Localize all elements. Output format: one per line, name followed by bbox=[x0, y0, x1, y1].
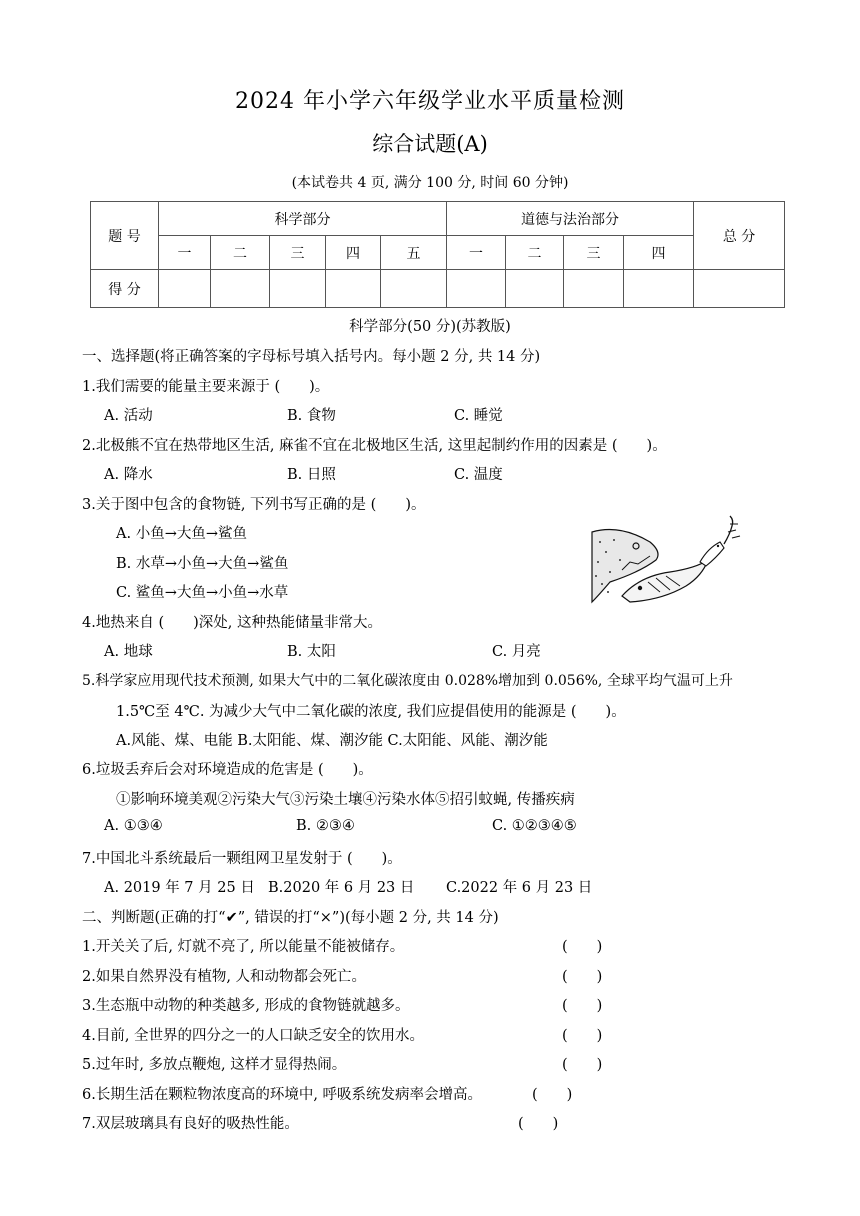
judge-item-1: 1.开关关了后, 灯就不亮了, 所以能量不能被储存。 bbox=[82, 939, 405, 955]
score-cell[interactable] bbox=[624, 270, 694, 308]
q2-option-c[interactable]: C. 温度 bbox=[454, 467, 503, 483]
exam-title: 2024 年小学六年级学业水平质量检测 bbox=[235, 89, 625, 114]
q4-option-a[interactable]: A. 地球 bbox=[104, 644, 153, 660]
judge-answer-3[interactable]: ( ) bbox=[562, 998, 603, 1014]
judge-item-6: 6.长期生活在颗粒物浓度高的环境中, 呼吸系统发病率会增高。 bbox=[82, 1087, 483, 1103]
q3-option-a[interactable]: A. 小鱼→大鱼→鲨鱼 bbox=[116, 526, 247, 542]
section-heading: 科学部分(50 分)(苏教版) bbox=[349, 319, 511, 335]
q5-stem: 5.科学家应用现代技术预测, 如果大气中的二氧化碳浓度由 0.028%增加到 0.056%, 全球平均气温可上升 bbox=[82, 673, 733, 689]
food-chain-illustration bbox=[590, 512, 746, 608]
q2-option-a[interactable]: A. 降水 bbox=[104, 467, 153, 483]
score-cell[interactable] bbox=[159, 270, 211, 308]
q6-option-a[interactable]: A. ①③④ bbox=[104, 818, 163, 834]
score-table-total: 总 分 bbox=[694, 202, 785, 270]
part2-heading: 二、判断题(正确的打“✔”, 错误的打“×”)(每小题 2 分, 共 14 分) bbox=[82, 910, 499, 926]
score-cell-total[interactable] bbox=[694, 270, 785, 308]
q7-option-a[interactable]: A. 2019 年 7 月 25 日 bbox=[104, 880, 255, 896]
q5-stem-continued: 1.5℃至 4℃. 为减少大气中二氧化碳的浓度, 我们应提倡使用的能源是 ( )。 bbox=[116, 704, 626, 720]
score-col-morality-4: 四 bbox=[624, 236, 694, 270]
q6-detail: ①影响环境美观②污染大气③污染土壤④污染水体⑤招引蚊蝇, 传播疾病 bbox=[116, 792, 575, 808]
score-col-science-1: 一 bbox=[159, 236, 211, 270]
score-col-morality-3: 三 bbox=[564, 236, 624, 270]
judge-answer-4[interactable]: ( ) bbox=[562, 1028, 603, 1044]
q7-option-b[interactable]: B.2020 年 6 月 23 日 bbox=[268, 880, 415, 896]
judge-answer-1[interactable]: ( ) bbox=[562, 939, 603, 955]
q7-stem: 7.中国北斗系统最后一颗组网卫星发射于 ( )。 bbox=[82, 851, 402, 867]
part1-heading: 一、选择题(将正确答案的字母标号填入括号内。每小题 2 分, 共 14 分) bbox=[82, 349, 541, 365]
score-col-science-5: 五 bbox=[381, 236, 447, 270]
score-cell[interactable] bbox=[211, 270, 270, 308]
q3-stem: 3.关于图中包含的食物链, 下列书写正确的是 ( )。 bbox=[82, 497, 426, 513]
score-col-morality-1: 一 bbox=[447, 236, 506, 270]
score-cell[interactable] bbox=[447, 270, 506, 308]
q3-option-b[interactable]: B. 水草→小鱼→大鱼→鲨鱼 bbox=[116, 556, 289, 572]
score-table bbox=[90, 201, 785, 308]
q3-option-c[interactable]: C. 鲨鱼→大鱼→小鱼→水草 bbox=[116, 585, 289, 601]
score-cell[interactable] bbox=[326, 270, 381, 308]
judge-answer-2[interactable]: ( ) bbox=[562, 969, 603, 985]
judge-item-5: 5.过年时, 多放点鞭炮, 这样才显得热闹。 bbox=[82, 1057, 347, 1073]
score-col-science-4: 四 bbox=[326, 236, 381, 270]
score-table-science: 科学部分 bbox=[159, 202, 447, 236]
judge-item-3: 3.生态瓶中动物的种类越多, 形成的食物链就越多。 bbox=[82, 998, 410, 1014]
exam-note: (本试卷共 4 页, 满分 100 分, 时间 60 分钟) bbox=[291, 175, 569, 191]
score-table-morality: 道德与法治部分 bbox=[447, 202, 694, 236]
q7-option-c[interactable]: C.2022 年 6 月 23 日 bbox=[446, 880, 593, 896]
score-table-defen: 得 分 bbox=[91, 270, 159, 308]
q4-option-c[interactable]: C. 月亮 bbox=[492, 644, 541, 660]
score-cell[interactable] bbox=[381, 270, 447, 308]
score-col-morality-2: 二 bbox=[506, 236, 564, 270]
judge-answer-5[interactable]: ( ) bbox=[562, 1057, 603, 1073]
q2-stem: 2.北极熊不宜在热带地区生活, 麻雀不宜在北极地区生活, 这里起制约作用的因素是 ( )。 bbox=[82, 438, 667, 454]
exam-subtitle: 综合试题(A) bbox=[372, 132, 488, 156]
q4-stem: 4.地热来自 ( )深处, 这种热能储量非常大。 bbox=[82, 615, 382, 631]
q1-stem: 1.我们需要的能量主要来源于 ( )。 bbox=[82, 379, 330, 395]
judge-item-2: 2.如果自然界没有植物, 人和动物都会死亡。 bbox=[82, 969, 367, 985]
q5-options[interactable]: A.风能、煤、电能 B.太阳能、煤、潮汐能 C.太阳能、风能、潮汐能 bbox=[116, 733, 548, 749]
score-col-science-2: 二 bbox=[211, 236, 270, 270]
score-cell[interactable] bbox=[270, 270, 326, 308]
q6-option-b[interactable]: B. ②③④ bbox=[296, 818, 355, 834]
judge-answer-7[interactable]: ( ) bbox=[518, 1116, 559, 1132]
judge-item-4: 4.目前, 全世界的四分之一的人口缺乏安全的饮用水。 bbox=[82, 1028, 425, 1044]
q1-option-c[interactable]: C. 睡觉 bbox=[454, 408, 503, 424]
q1-option-a[interactable]: A. 活动 bbox=[104, 408, 153, 424]
q2-option-b[interactable]: B. 日照 bbox=[287, 467, 336, 483]
score-cell[interactable] bbox=[506, 270, 564, 308]
score-col-science-3: 三 bbox=[270, 236, 326, 270]
q1-option-b[interactable]: B. 食物 bbox=[287, 408, 336, 424]
q6-stem: 6.垃圾丢弃后会对环境造成的危害是 ( )。 bbox=[82, 762, 373, 778]
score-table-tihao: 题 号 bbox=[91, 202, 159, 270]
q6-option-c[interactable]: C. ①②③④⑤ bbox=[492, 818, 577, 834]
judge-item-7: 7.双层玻璃具有良好的吸热性能。 bbox=[82, 1116, 299, 1132]
judge-answer-6[interactable]: ( ) bbox=[532, 1087, 573, 1103]
score-cell[interactable] bbox=[564, 270, 624, 308]
q4-option-b[interactable]: B. 太阳 bbox=[287, 644, 336, 660]
